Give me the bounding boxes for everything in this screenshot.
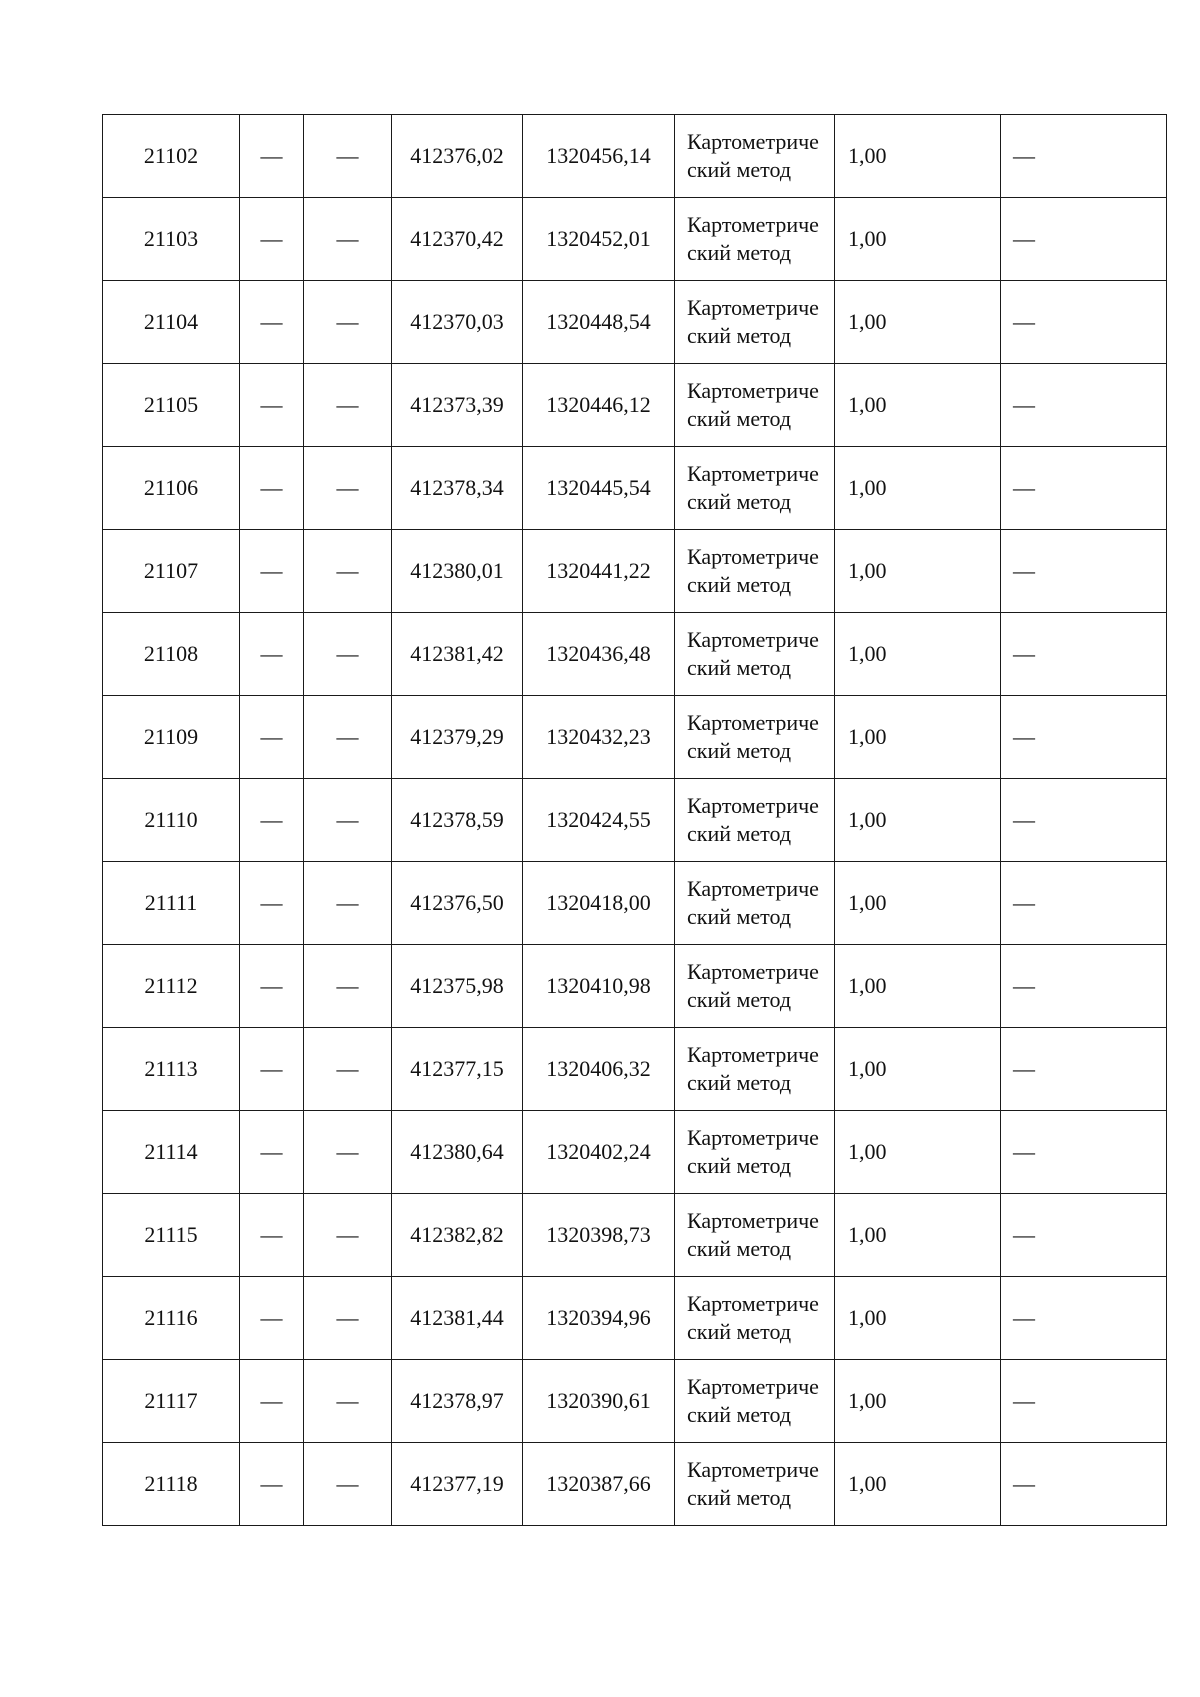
point-number-cell: 21115 bbox=[103, 1194, 240, 1277]
table-row bbox=[103, 447, 1167, 530]
accuracy-cell: 1,00 bbox=[835, 198, 1001, 281]
y-coordinate-cell: 1320436,48 bbox=[523, 613, 675, 696]
method-cell bbox=[675, 1194, 835, 1277]
dash-cell: — bbox=[240, 1360, 304, 1443]
y-coordinate-cell: 1320441,22 bbox=[523, 530, 675, 613]
y-coordinate-cell: 1320432,23 bbox=[523, 696, 675, 779]
dash-cell: — bbox=[240, 1277, 304, 1360]
dash-cell: — bbox=[304, 1194, 392, 1277]
y-coordinate-cell: 1320394,96 bbox=[523, 1277, 675, 1360]
x-coordinate-cell: 412380,64 bbox=[392, 1111, 523, 1194]
dash-cell: — bbox=[240, 1111, 304, 1194]
dash-cell: — bbox=[304, 1111, 392, 1194]
accuracy-cell: 1,00 bbox=[835, 1277, 1001, 1360]
dash-cell: — bbox=[1001, 1443, 1167, 1526]
dash-cell: — bbox=[304, 613, 392, 696]
dash-cell: — bbox=[240, 447, 304, 530]
x-coordinate-cell: 412381,44 bbox=[392, 1277, 523, 1360]
method-cell bbox=[675, 281, 835, 364]
dash-cell: — bbox=[1001, 364, 1167, 447]
point-number-cell: 21117 bbox=[103, 1360, 240, 1443]
x-coordinate-cell: 412378,34 bbox=[392, 447, 523, 530]
dash-cell: — bbox=[240, 364, 304, 447]
table-row bbox=[103, 1443, 1167, 1526]
point-number-cell: 21109 bbox=[103, 696, 240, 779]
y-coordinate-cell: 1320418,00 bbox=[523, 862, 675, 945]
dash-cell: — bbox=[1001, 1194, 1167, 1277]
method-text: Картометрический метод bbox=[687, 1291, 819, 1344]
method-cell bbox=[675, 696, 835, 779]
point-number-cell: 21106 bbox=[103, 447, 240, 530]
accuracy-cell: 1,00 bbox=[835, 281, 1001, 364]
accuracy-cell: 1,00 bbox=[835, 1443, 1001, 1526]
method-text: Картометрический метод bbox=[687, 212, 819, 265]
method-cell bbox=[675, 779, 835, 862]
x-coordinate-cell: 412381,42 bbox=[392, 613, 523, 696]
method-text: Картометрический метод bbox=[687, 1374, 819, 1427]
dash-cell: — bbox=[240, 696, 304, 779]
dash-cell: — bbox=[304, 1277, 392, 1360]
dash-cell: — bbox=[304, 1360, 392, 1443]
method-text: Картометрический метод bbox=[687, 461, 819, 514]
table-body bbox=[103, 115, 1167, 1526]
dash-cell: — bbox=[240, 115, 304, 198]
table-row bbox=[103, 115, 1167, 198]
method-text: Картометрический метод bbox=[687, 1042, 819, 1095]
dash-cell: — bbox=[240, 1028, 304, 1111]
method-cell bbox=[675, 613, 835, 696]
method-text: Картометрический метод bbox=[687, 710, 819, 763]
dash-cell: — bbox=[1001, 198, 1167, 281]
point-number-cell: 21105 bbox=[103, 364, 240, 447]
x-coordinate-cell: 412376,02 bbox=[392, 115, 523, 198]
dash-cell: — bbox=[1001, 530, 1167, 613]
table-row bbox=[103, 613, 1167, 696]
method-text: Картометрический метод bbox=[687, 378, 819, 431]
point-number-cell: 21110 bbox=[103, 779, 240, 862]
method-text: Картометрический метод bbox=[687, 1208, 819, 1261]
y-coordinate-cell: 1320448,54 bbox=[523, 281, 675, 364]
table-row bbox=[103, 1194, 1167, 1277]
dash-cell: — bbox=[240, 862, 304, 945]
dash-cell: — bbox=[304, 862, 392, 945]
point-number-cell: 21103 bbox=[103, 198, 240, 281]
dash-cell: — bbox=[240, 1194, 304, 1277]
method-cell bbox=[675, 364, 835, 447]
x-coordinate-cell: 412382,82 bbox=[392, 1194, 523, 1277]
dash-cell: — bbox=[304, 1028, 392, 1111]
dash-cell: — bbox=[304, 115, 392, 198]
method-cell bbox=[675, 447, 835, 530]
dash-cell: — bbox=[304, 696, 392, 779]
dash-cell: — bbox=[1001, 1277, 1167, 1360]
method-text: Картометрический метод bbox=[687, 295, 819, 348]
method-cell bbox=[675, 1028, 835, 1111]
coordinates-table bbox=[102, 114, 1167, 1526]
method-cell bbox=[675, 945, 835, 1028]
accuracy-cell: 1,00 bbox=[835, 862, 1001, 945]
method-cell bbox=[675, 1443, 835, 1526]
table-row bbox=[103, 364, 1167, 447]
dash-cell: — bbox=[240, 281, 304, 364]
dash-cell: — bbox=[1001, 696, 1167, 779]
dash-cell: — bbox=[1001, 613, 1167, 696]
method-text: Картометрический метод bbox=[687, 1457, 819, 1510]
table-row bbox=[103, 945, 1167, 1028]
dash-cell: — bbox=[240, 198, 304, 281]
point-number-cell: 21102 bbox=[103, 115, 240, 198]
x-coordinate-cell: 412375,98 bbox=[392, 945, 523, 1028]
y-coordinate-cell: 1320406,32 bbox=[523, 1028, 675, 1111]
method-text: Картометрический метод bbox=[687, 129, 819, 182]
accuracy-cell: 1,00 bbox=[835, 364, 1001, 447]
x-coordinate-cell: 412376,50 bbox=[392, 862, 523, 945]
method-text: Картометрический метод bbox=[687, 544, 819, 597]
x-coordinate-cell: 412378,97 bbox=[392, 1360, 523, 1443]
accuracy-cell: 1,00 bbox=[835, 613, 1001, 696]
dash-cell: — bbox=[1001, 1360, 1167, 1443]
dash-cell: — bbox=[1001, 447, 1167, 530]
dash-cell: — bbox=[1001, 945, 1167, 1028]
point-number-cell: 21108 bbox=[103, 613, 240, 696]
dash-cell: — bbox=[1001, 1028, 1167, 1111]
dash-cell: — bbox=[1001, 1111, 1167, 1194]
accuracy-cell: 1,00 bbox=[835, 1360, 1001, 1443]
dash-cell: — bbox=[240, 779, 304, 862]
y-coordinate-cell: 1320452,01 bbox=[523, 198, 675, 281]
method-text: Картометрический метод bbox=[687, 959, 819, 1012]
x-coordinate-cell: 412377,15 bbox=[392, 1028, 523, 1111]
y-coordinate-cell: 1320410,98 bbox=[523, 945, 675, 1028]
method-text: Картометрический метод bbox=[687, 876, 819, 929]
dash-cell: — bbox=[240, 613, 304, 696]
table-row bbox=[103, 1028, 1167, 1111]
dash-cell: — bbox=[1001, 115, 1167, 198]
dash-cell: — bbox=[240, 945, 304, 1028]
dash-cell: — bbox=[304, 281, 392, 364]
method-cell bbox=[675, 1111, 835, 1194]
table-row bbox=[103, 1360, 1167, 1443]
dash-cell: — bbox=[1001, 862, 1167, 945]
point-number-cell: 21114 bbox=[103, 1111, 240, 1194]
accuracy-cell: 1,00 bbox=[835, 1111, 1001, 1194]
dash-cell: — bbox=[240, 530, 304, 613]
x-coordinate-cell: 412380,01 bbox=[392, 530, 523, 613]
accuracy-cell: 1,00 bbox=[835, 779, 1001, 862]
point-number-cell: 21116 bbox=[103, 1277, 240, 1360]
table-row bbox=[103, 198, 1167, 281]
accuracy-cell: 1,00 bbox=[835, 115, 1001, 198]
dash-cell: — bbox=[304, 945, 392, 1028]
table-row bbox=[103, 862, 1167, 945]
x-coordinate-cell: 412370,42 bbox=[392, 198, 523, 281]
point-number-cell: 21113 bbox=[103, 1028, 240, 1111]
y-coordinate-cell: 1320456,14 bbox=[523, 115, 675, 198]
x-coordinate-cell: 412373,39 bbox=[392, 364, 523, 447]
y-coordinate-cell: 1320398,73 bbox=[523, 1194, 675, 1277]
table-row bbox=[103, 696, 1167, 779]
method-text: Картометрический метод bbox=[687, 793, 819, 846]
point-number-cell: 21107 bbox=[103, 530, 240, 613]
dash-cell: — bbox=[304, 530, 392, 613]
table-row bbox=[103, 1277, 1167, 1360]
dash-cell: — bbox=[304, 1443, 392, 1526]
method-text: Картометрический метод bbox=[687, 1125, 819, 1178]
point-number-cell: 21112 bbox=[103, 945, 240, 1028]
x-coordinate-cell: 412379,29 bbox=[392, 696, 523, 779]
accuracy-cell: 1,00 bbox=[835, 696, 1001, 779]
table-row bbox=[103, 1111, 1167, 1194]
method-text: Картометрический метод bbox=[687, 627, 819, 680]
y-coordinate-cell: 1320387,66 bbox=[523, 1443, 675, 1526]
point-number-cell: 21111 bbox=[103, 862, 240, 945]
y-coordinate-cell: 1320390,61 bbox=[523, 1360, 675, 1443]
accuracy-cell: 1,00 bbox=[835, 1194, 1001, 1277]
dash-cell: — bbox=[1001, 779, 1167, 862]
method-cell bbox=[675, 530, 835, 613]
x-coordinate-cell: 412370,03 bbox=[392, 281, 523, 364]
dash-cell: — bbox=[304, 447, 392, 530]
dash-cell: — bbox=[240, 1443, 304, 1526]
accuracy-cell: 1,00 bbox=[835, 945, 1001, 1028]
x-coordinate-cell: 412378,59 bbox=[392, 779, 523, 862]
y-coordinate-cell: 1320446,12 bbox=[523, 364, 675, 447]
method-cell bbox=[675, 1360, 835, 1443]
table-row bbox=[103, 281, 1167, 364]
table-row bbox=[103, 530, 1167, 613]
dash-cell: — bbox=[304, 779, 392, 862]
y-coordinate-cell: 1320424,55 bbox=[523, 779, 675, 862]
accuracy-cell: 1,00 bbox=[835, 1028, 1001, 1111]
y-coordinate-cell: 1320402,24 bbox=[523, 1111, 675, 1194]
dash-cell: — bbox=[304, 198, 392, 281]
method-cell bbox=[675, 862, 835, 945]
y-coordinate-cell: 1320445,54 bbox=[523, 447, 675, 530]
accuracy-cell: 1,00 bbox=[835, 530, 1001, 613]
dash-cell: — bbox=[304, 364, 392, 447]
point-number-cell: 21118 bbox=[103, 1443, 240, 1526]
method-cell bbox=[675, 198, 835, 281]
accuracy-cell: 1,00 bbox=[835, 447, 1001, 530]
dash-cell: — bbox=[1001, 281, 1167, 364]
method-cell bbox=[675, 1277, 835, 1360]
x-coordinate-cell: 412377,19 bbox=[392, 1443, 523, 1526]
table-row bbox=[103, 779, 1167, 862]
point-number-cell: 21104 bbox=[103, 281, 240, 364]
method-cell bbox=[675, 115, 835, 198]
